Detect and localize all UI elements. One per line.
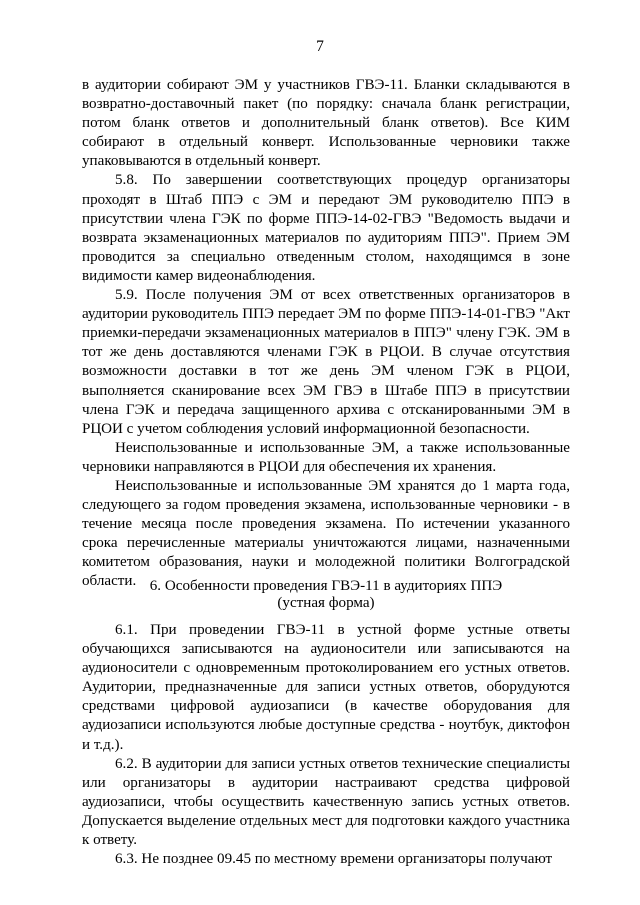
paragraph-6-2: 6.2. В аудитории для записи устных ответов технические специалисты или организаторы в аудитории настраивают средства цифровой аудиозаписи, чтобы осуществить качественную запись устных ответов. Допускается выделение отдельных мест для подготовки каждого участника к ответу. [82,755,570,849]
body-text-top [82,76,570,592]
section-heading [82,578,570,612]
section-heading-subtitle: (устная форма) [277,595,375,611]
paragraph-unused-materials: Неиспользованные и использованные ЭМ, а также использованные черновики направляются в РЦОИ для обеспечения их хранения. [82,439,570,475]
section-heading-title: 6. Особенности проведения ГВЭ-11 в аудиториях ППЭ [149,578,503,594]
paragraph-continuation: в аудитории собирают ЭМ у участников ГВЭ-11. Бланки складываются в возвратно-доставочный пакет (по порядку: сначала бланк регистрации, потом бланк ответов и дополнительный бланк ответов). Все КИМ собирают в отдельный конверт. Использованные черновики также упаковываются в отдельный конверт. [82,77,570,170]
body-text-bottom [82,621,570,869]
paragraph-6-3: 6.3. Не позднее 09.45 по местному времени организаторы получают [115,851,553,868]
paragraph-5-9: 5.9. После получения ЭМ от всех ответственных организаторов в аудитории руководитель ППЭ передает ЭМ по форме ППЭ-14-01-ГВЭ "Акт приемки-передачи экзаменационных материалов в ППЭ" члену ГЭК. ЭМ в тот же день доставляются членами ГЭК в РЦОИ. В случае отсутствия возможности доставки в тот же день ЭМ членом ГЭК в РЦОИ, выполняется сканирование всех ЭМ ГВЭ в Штабе ППЭ в присутствии члена ГЭК и передача защищенного архива с отсканированными ЭМ в РЦОИ с учетом соблюдения условий информационной безопасности. [82,287,570,437]
paragraph-storage: Неиспользованные и использованные ЭМ хранятся до 1 марта года, следующего за годом проведения экзамена, использованные черновики - в течение месяца после проведения экзамена. По истечении указанного срока перечисленные материалы уничтожаются лицами, назначенными комитетом образования, науки и молодежной политики Волгоградской области. [82,477,570,590]
paragraph-5-8: 5.8. По завершении соответствующих процедур организаторы проходят в Штаб ППЭ с ЭМ и передают ЭМ руководителю ППЭ в присутствии члена ГЭК по форме ППЭ-14-02-ГВЭ "Ведомость выдачи и возврата экзаменационных материалов по аудиториям ППЭ". Прием ЭМ проводится за специально отведенным столом, находящимся в зоне видимости камер видеонаблюдения. [82,172,570,284]
page-number: 7 [316,38,324,55]
paragraph-6-1: 6.1. При проведении ГВЭ-11 в устной форме устные ответы обучающихся записываются на аудионосители или записываются на аудионосители с одновременным протоколированием его устных ответов. Аудитории, предназначенные для записи устных ответов, оборудуются средствами цифровой аудиозаписи (в качестве оборудования для аудиозаписи используются любые доступные средства - ноутбук, диктофон и т.д.). [82,622,570,753]
